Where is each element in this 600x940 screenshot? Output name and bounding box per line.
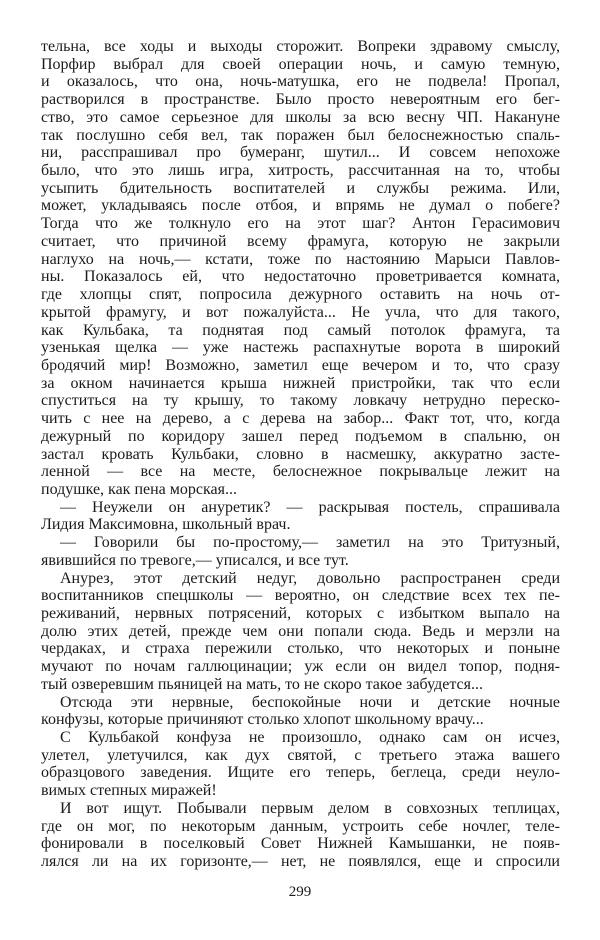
page-body-text: [41, 38, 560, 871]
text-line: реживаний, нервных потрясений, которых с избытком выпало на: [41, 605, 560, 622]
paragraph: [41, 570, 560, 694]
text-line: Порфир выбрал для своей операции ночь, и самую темную,: [41, 55, 560, 73]
paragraph: [41, 38, 560, 499]
text-line: — Говорили бы по-простому,— заметил на это Тритузный,: [60, 534, 560, 552]
paragraph: [41, 729, 560, 800]
text-line: тельна, все ходы и выходы сторожит. Вопреки здравому смыслу,: [41, 38, 560, 55]
text-line: чердаках, и страха пережили столько, что некоторых и поныне: [41, 640, 560, 658]
text-line: наглухо на ночь,— кстати, тоже по настоянию Марыси Павлов-: [41, 250, 560, 268]
text-line: Анурез, этот детский недуг, довольно распространен среди: [60, 569, 560, 587]
paragraph: [41, 534, 560, 569]
text-line: лялся ли на их горизонте,— нет, не появлялся, еще и спросили: [41, 853, 560, 871]
text-line: тый озверевшим пьяницей на мать, то не скоро такое забудется...: [41, 675, 483, 693]
text-line: так послушно себя вел, так поражен был белоснежностью спаль-: [41, 126, 560, 144]
text-line: подушке, как пена морская...: [41, 480, 237, 498]
text-line: растворился в пространстве. Было просто невероятным его бег-: [41, 91, 560, 109]
text-line: застал кровать Кульбаки, словно в насмешку, аккуратно засте-: [41, 445, 560, 463]
text-line: явившийся по тревоге,— уписался, и все тут.: [41, 551, 349, 569]
text-line: С Кульбакой конфуза не произошло, однако сам он исчез,: [60, 729, 560, 747]
text-line: ленной — все на месте, белоснежное покрывальце лежит на: [41, 463, 560, 481]
text-line: ни, расспрашивал про бумеранг, шутил... И совсем непохоже: [41, 144, 560, 162]
text-line: где хлопцы спят, попросила дежурного оставить на ночь от-: [41, 286, 560, 304]
text-line: Тогда что же толкнуло его на этот шаг? Антон Герасимович: [41, 215, 560, 233]
text-line: И вот ищут. Побывали первым делом в совхозных теплицах,: [60, 799, 560, 817]
text-line: образцового заведения. Ищите его теперь, беглеца, среди неуло-: [41, 764, 560, 782]
text-line: считает, что причиной всему фрамуга, которую не закрыли: [41, 232, 560, 250]
text-line: улетел, улетучился, как дух святой, с третьего этажа вашего: [41, 746, 560, 764]
text-line: воспитанников спецшколы — вероятно, он следствие всех тех пе-: [41, 587, 560, 605]
text-line: как Кульбака, та поднятая под самый потолок фрамуга, та: [41, 321, 560, 339]
text-line: фонировали в поселковый Совет Нижней Камышанки, не появ-: [41, 835, 560, 853]
text-line: ство, это самое серьезное для школы за всю весну ЧП. Накануне: [41, 108, 560, 126]
text-line: — Неужели он ануретик? — раскрывая постель, спрашивала: [60, 498, 560, 516]
text-line: за окном начинается крыша нижней пристройки, так что если: [41, 374, 560, 392]
page-number: 299: [288, 884, 312, 900]
text-line: Лидия Максимовна, школьный врач.: [41, 516, 291, 534]
text-line: долю этих детей, прежде чем они попали сюда. Ведь и мерзли на: [41, 622, 560, 640]
text-line: ны. Показалось ей, что недостаточно проветривается комната,: [41, 268, 560, 286]
text-line: бродячий мир! Возможно, заметил еще вечером и то, что сразу: [41, 356, 560, 374]
text-line: может, укладываясь после отбоя, и впрямь не думал о побеге?: [41, 197, 560, 215]
paragraph: [41, 499, 560, 534]
text-line: узенькая щелка — уже настежь распахнутые ворота в широкий: [41, 339, 560, 357]
paragraph: [41, 694, 560, 729]
text-line: спуститься на ту крышу, то такому ловкачу нетрудно переско-: [41, 392, 560, 410]
text-line: мучают по ночам галлюцинации; уж если он видел топор, подня-: [41, 658, 560, 676]
text-line: дежурный по коридору зашел перед подъемом в спальню, он: [41, 427, 560, 445]
text-line: усыпить бдительность воспитателей и службы режима. Или,: [41, 179, 560, 197]
text-line: было, что это лишь игра, хитрость, рассчитанная на то, чтобы: [41, 162, 560, 180]
text-line: крытой фрамугу, и вот пожалуйста... Не учла, что для такого,: [41, 303, 560, 321]
paragraph: [41, 800, 560, 871]
text-line: вимых степных миражей!: [41, 782, 217, 800]
text-line: где он мог, по некоторым данным, устроить себе ночлег, теле-: [41, 817, 560, 835]
text-line: конфузы, которые причиняют столько хлопот школьному врачу...: [41, 711, 484, 729]
text-line: Отсюда эти нервные, беспокойные ночи и детские ночные: [60, 693, 560, 711]
text-line: и оказалось, что она, ночь-матушка, его не подвела! Пропал,: [41, 73, 560, 91]
text-line: чить с нее на дерево, а с дерева на забор... Факт тот, что, когда: [41, 410, 560, 428]
